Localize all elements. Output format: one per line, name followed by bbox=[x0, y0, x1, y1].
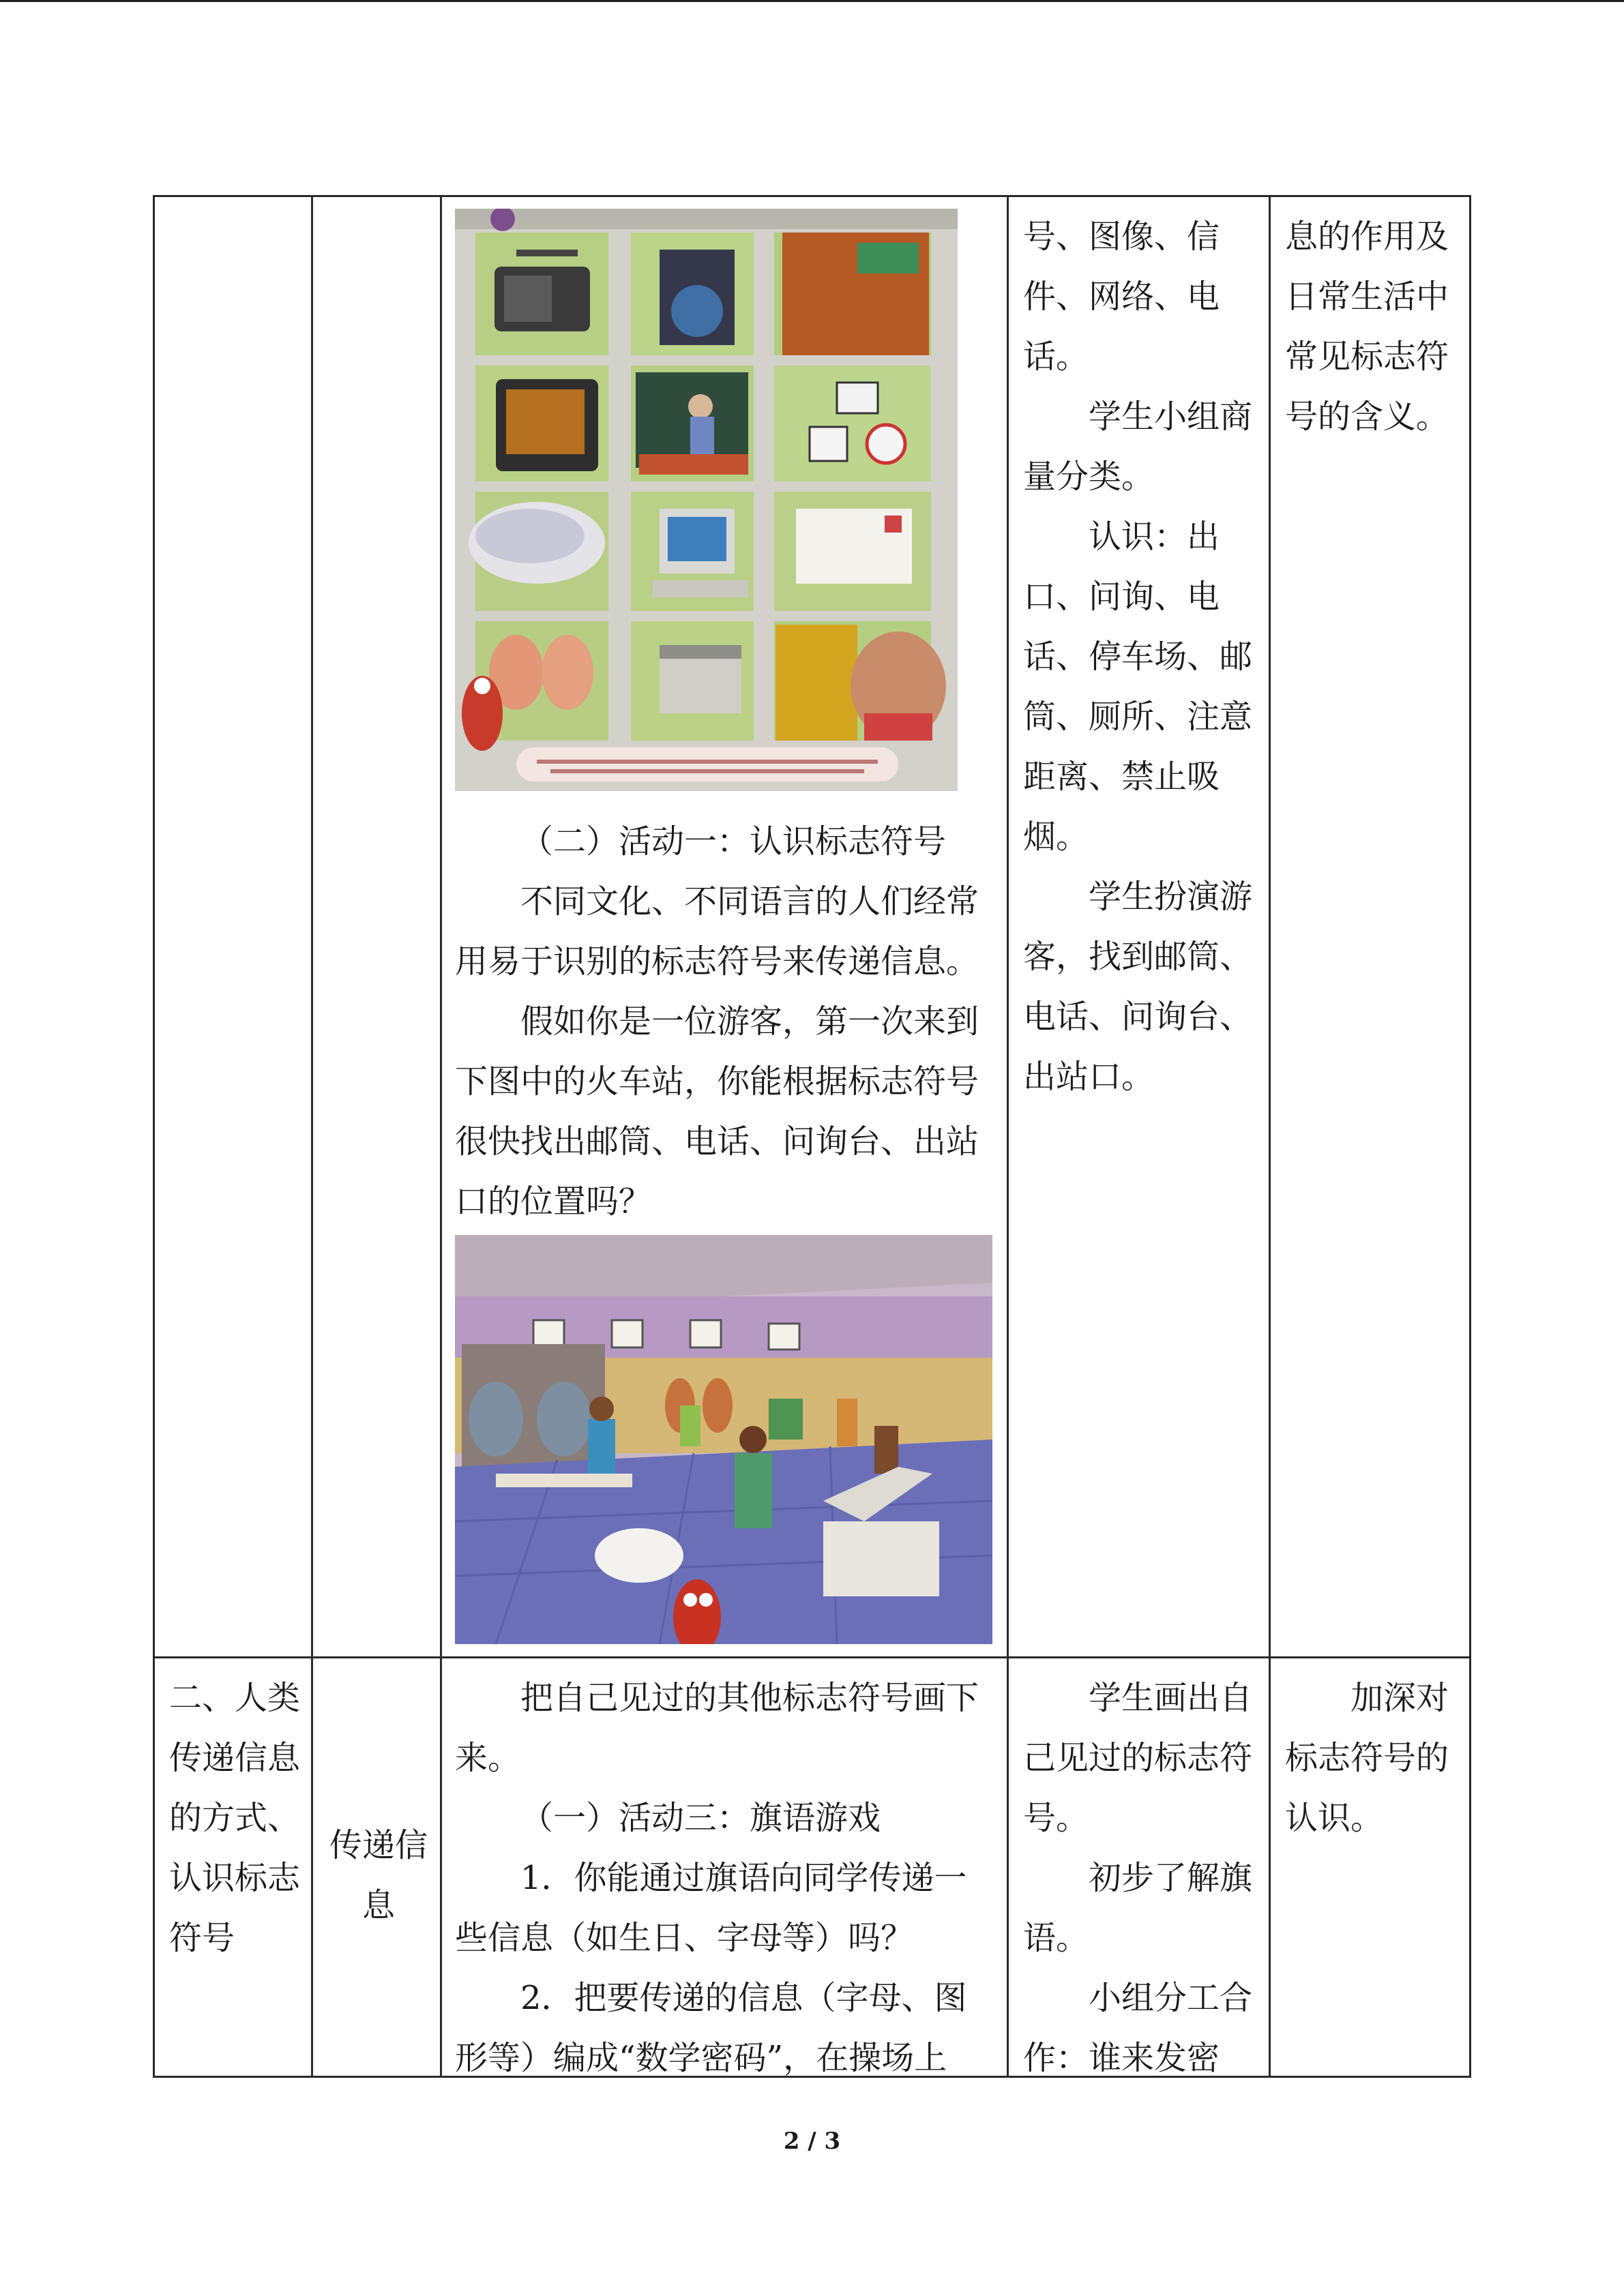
table-row-divider bbox=[153, 1656, 1471, 1658]
textbook-photo-train-station bbox=[455, 1235, 992, 1644]
table-divider-3 bbox=[1007, 195, 1009, 2078]
content-label: 传递信息 bbox=[329, 1826, 428, 1924]
student-activity-line-3: 认识：出口、问询、电话、停车场、邮筒、厕所、注意距离、禁止吸烟。 bbox=[1023, 518, 1253, 856]
student-activity-line-1: 号、图像、信件、网络、电话。 bbox=[1023, 218, 1220, 376]
row2-student-activity-cell bbox=[1023, 1668, 1258, 2088]
page-number: 2 / 3 bbox=[783, 2128, 841, 2155]
activity3-item-2: 2．把要传递的信息（字母、图形等）编成“数学密码”，在操场上 bbox=[455, 1979, 967, 2077]
design-intent-text-2: 加深对标志符号的认识。 bbox=[1285, 1679, 1449, 1837]
design-intent-text: 息的作用及日常生活中常见标志符号的含义。 bbox=[1285, 218, 1449, 436]
train-station-image bbox=[455, 1235, 992, 1644]
row1-activity-cell bbox=[455, 811, 994, 1232]
row2-teacher-activity-cell bbox=[455, 1668, 994, 2088]
page-top-border bbox=[0, 0, 1624, 2]
media-collage-image bbox=[455, 209, 958, 791]
table-divider-1 bbox=[311, 195, 313, 2078]
student-activity-line-4: 学生扮演游客，找到邮筒、电话、问询台、出站口。 bbox=[1023, 878, 1253, 1096]
activity3-item-1: 1．你能通过旗语向同学传递一些信息（如生日、字母等）吗？ bbox=[455, 1859, 967, 1957]
activity1-heading: （二）活动一：认识标志符号 bbox=[520, 822, 947, 861]
table-divider-4 bbox=[1269, 195, 1271, 2078]
row2-design-intent-cell bbox=[1285, 1668, 1456, 1848]
activity3-heading: （一）活动三：旗语游戏 bbox=[520, 1799, 881, 1837]
table-border-top bbox=[153, 195, 1471, 197]
student-semaphore-line: 初步了解旗语。 bbox=[1023, 1859, 1253, 1957]
activity1-paragraph-2: 假如你是一位游客，第一次来到下图中的火车站，你能根据标志符号很快找出邮筒、电话、问询台、出站口的位置吗？ bbox=[455, 1002, 979, 1221]
section-title: 二、人类传递信息的方式、认识标志符号 bbox=[169, 1679, 301, 1957]
row2-content-cell bbox=[327, 1815, 430, 1935]
table-divider-2 bbox=[440, 195, 442, 2078]
student-activity-line-2: 学生小组商量分类。 bbox=[1023, 398, 1253, 496]
row1-student-activity-cell bbox=[1023, 207, 1258, 1107]
table-border-right bbox=[1469, 195, 1471, 2078]
textbook-photo-information-media bbox=[455, 209, 958, 791]
row2-section-title-cell bbox=[169, 1668, 306, 1968]
table-border-left bbox=[153, 195, 155, 2078]
row1-design-intent-cell bbox=[1285, 207, 1456, 447]
student-draw-line: 学生画出自己见过的标志符号。 bbox=[1023, 1679, 1253, 1837]
draw-signs-paragraph: 把自己见过的其他标志符号画下来。 bbox=[455, 1679, 979, 1777]
activity1-paragraph-1: 不同文化、不同语言的人们经常用易于识别的标志符号来传递信息。 bbox=[455, 882, 979, 981]
student-group-line: 小组分工合作：谁来发密 bbox=[1023, 1979, 1253, 2077]
